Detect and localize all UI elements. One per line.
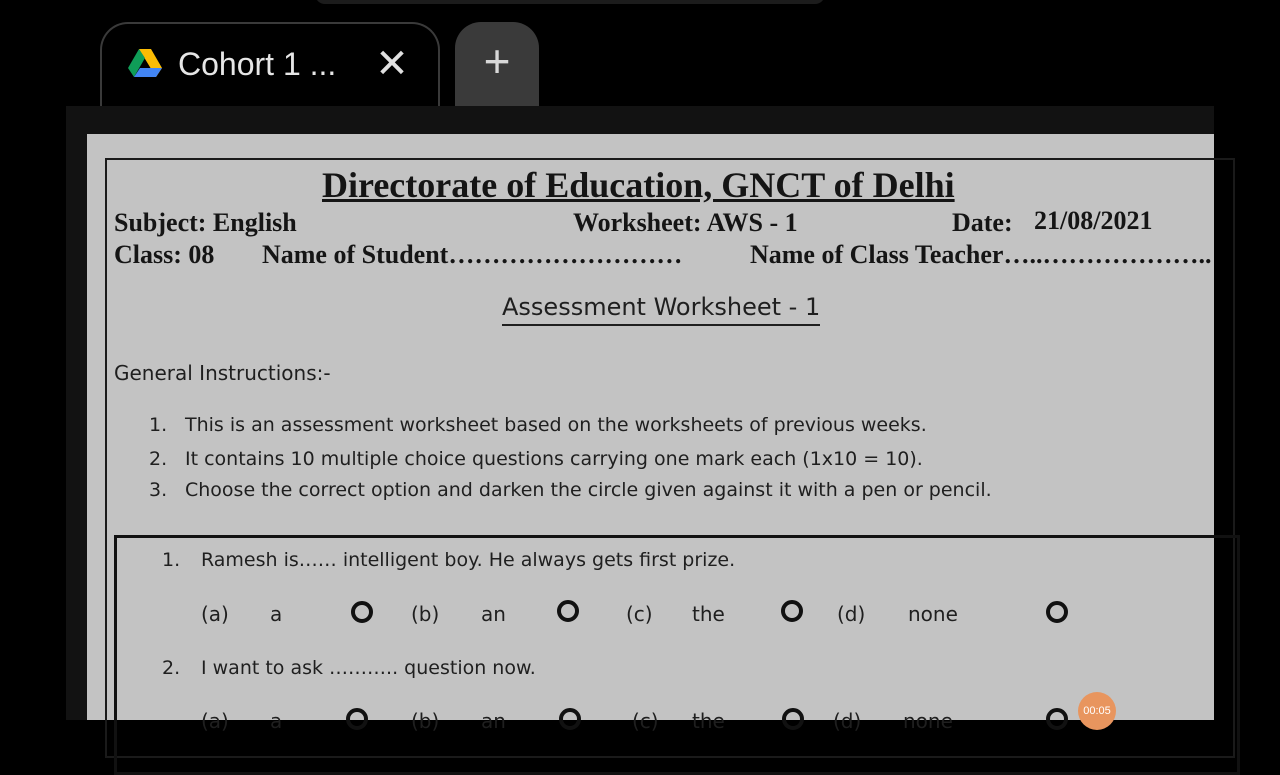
video-timer-badge: 00:05 — [1078, 692, 1116, 730]
header-title: Directorate of Education, GNCT of Delhi — [322, 165, 955, 205]
google-drive-icon — [128, 48, 162, 78]
question-text: I want to ask ……….. question now. — [201, 657, 536, 679]
answer-circle-a[interactable] — [346, 708, 368, 730]
option-text-c: the — [692, 602, 725, 626]
option-letter-c: (c) — [632, 709, 659, 733]
option-text-a: a — [270, 602, 283, 626]
worksheet-page — [87, 134, 1214, 733]
instruction-number: 1. — [149, 414, 168, 436]
instruction-item — [149, 447, 923, 471]
new-tab-button[interactable] — [455, 22, 539, 108]
instruction-item — [149, 478, 992, 502]
worksheet-title: Assessment Worksheet - 1 — [502, 292, 820, 326]
option-text-b: an — [481, 602, 506, 626]
date-label: Date: — [952, 208, 1013, 237]
option-letter-b: (b) — [411, 602, 440, 626]
instruction-text: It contains 10 multiple choice questions carrying one mark each (1x10 = 10). — [185, 448, 923, 470]
top-status-pill — [315, 0, 825, 4]
answer-circle-d[interactable] — [1046, 708, 1068, 730]
answer-circle-a[interactable] — [351, 601, 373, 623]
answer-circle-c[interactable] — [782, 708, 804, 730]
general-instructions-heading: General Instructions:- — [114, 361, 331, 385]
option-letter-c: (c) — [626, 602, 653, 626]
option-letter-d: (d) — [837, 602, 866, 626]
option-letter-d: (d) — [833, 709, 862, 733]
option-letter-b: (b) — [411, 709, 440, 733]
option-letter-a: (a) — [201, 602, 229, 626]
instruction-number: 3. — [149, 479, 168, 501]
teacher-name-field: Name of Class Teacher…..……………….. — [750, 240, 1212, 269]
close-tab-icon[interactable]: ✕ — [375, 42, 409, 86]
tab-title: Cohort 1 ... — [178, 46, 337, 82]
option-text-b: an — [481, 709, 506, 733]
option-text-c: the — [692, 709, 725, 733]
instruction-item — [149, 413, 927, 437]
option-text-d: none — [903, 709, 953, 733]
student-name-field: Name of Student……………………… — [262, 240, 683, 269]
option-text-d: none — [908, 602, 958, 626]
instruction-text: Choose the correct option and darken the circle given against it with a pen or pencil. — [185, 479, 992, 501]
instruction-text: This is an assessment worksheet based on the worksheets of previous weeks. — [185, 414, 927, 436]
option-letter-a: (a) — [201, 709, 229, 733]
answer-circle-c[interactable] — [781, 600, 803, 622]
answer-circle-b[interactable] — [559, 708, 581, 730]
worksheet-code: Worksheet: AWS - 1 — [573, 208, 798, 237]
answer-circle-d[interactable] — [1046, 601, 1068, 623]
class-label: Class: 08 — [114, 240, 215, 269]
subject-label: Subject: English — [114, 208, 297, 237]
question-number: 1. — [162, 549, 181, 571]
plus-icon: + — [483, 35, 511, 87]
browser-tab-active[interactable] — [100, 22, 440, 108]
answer-circle-b[interactable] — [557, 600, 579, 622]
date-value: 21/08/2021 — [1034, 206, 1153, 235]
instruction-number: 2. — [149, 448, 168, 470]
option-text-a: a — [270, 709, 283, 733]
question-text: Ramesh is…… intelligent boy. He always gets first prize. — [201, 549, 736, 571]
question-number: 2. — [162, 657, 181, 679]
